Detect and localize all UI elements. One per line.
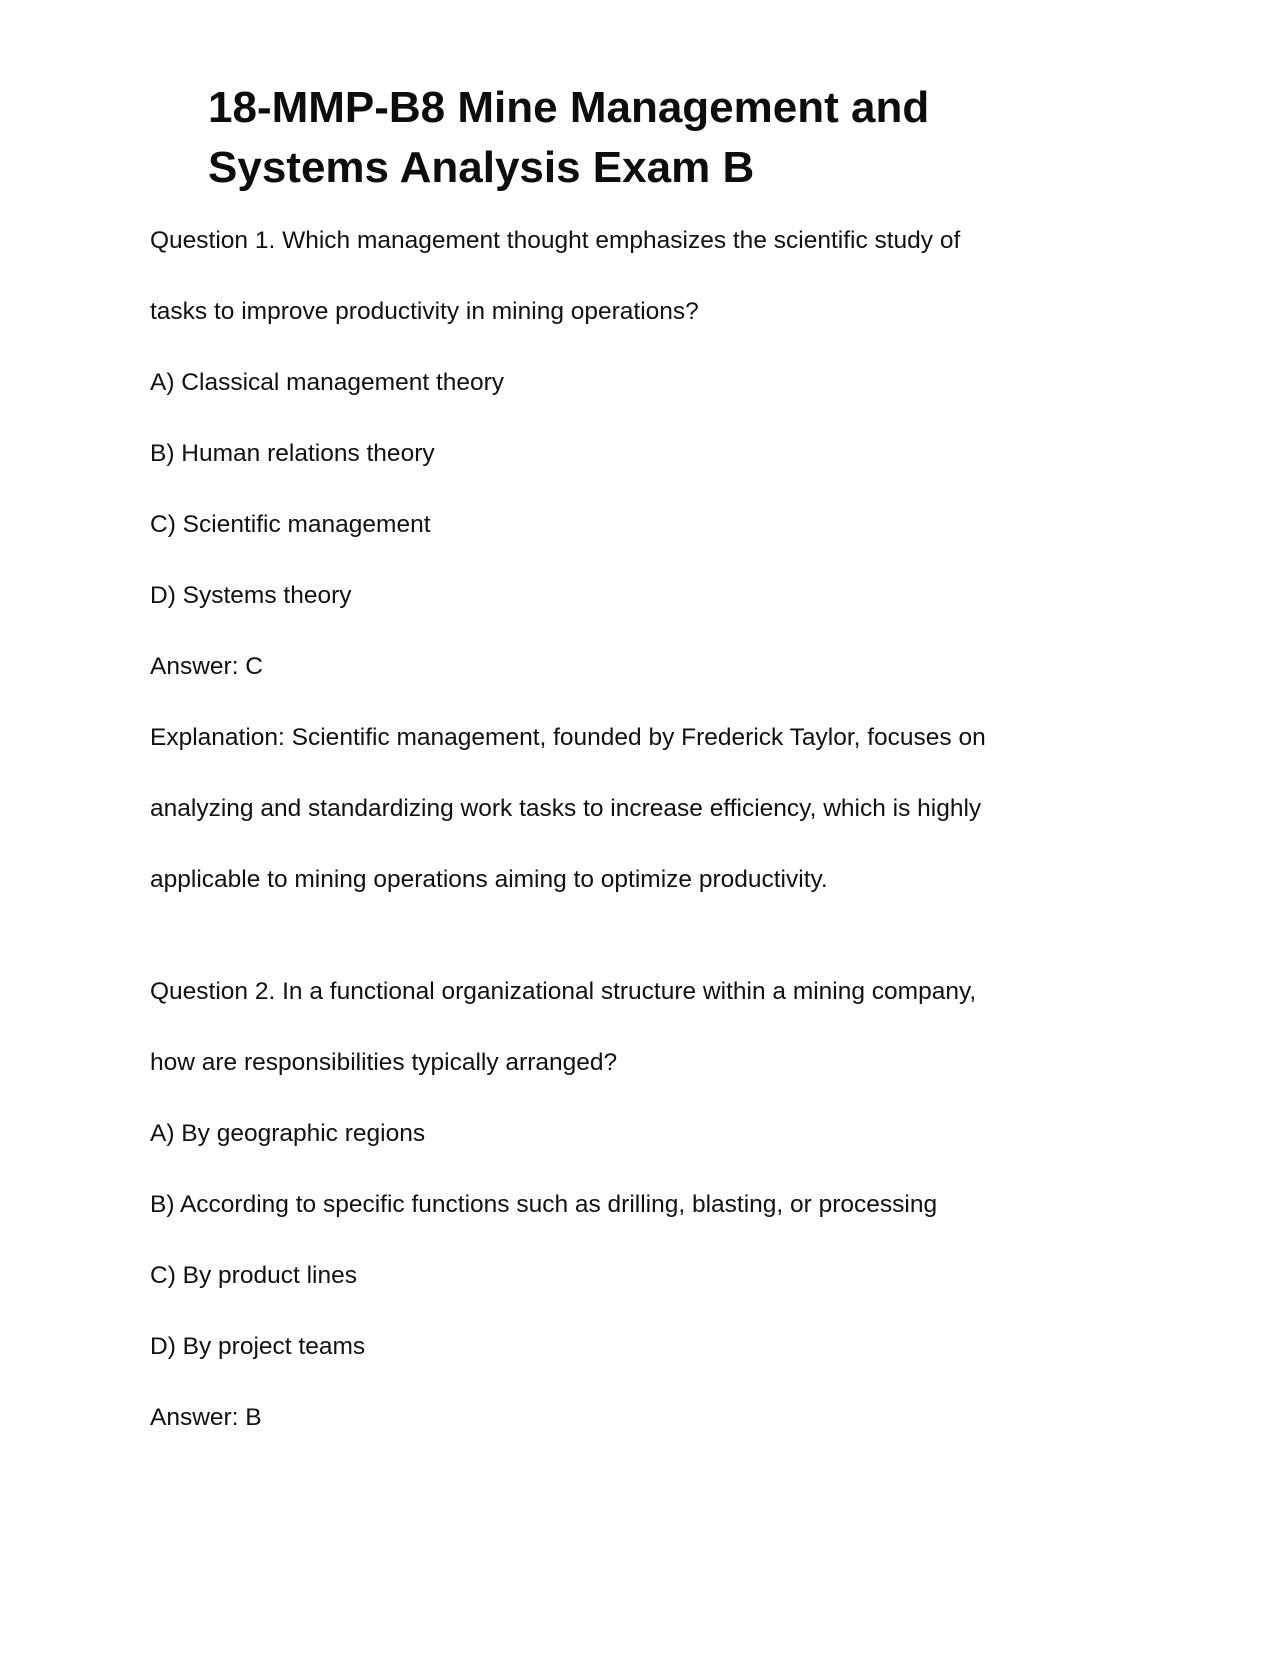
answer-option-d: D) By project teams bbox=[150, 1333, 366, 1360]
explanation-line: applicable to mining operations aiming to optimize productivity. bbox=[150, 866, 828, 893]
answer-option-d: D) Systems theory bbox=[150, 582, 352, 609]
question-text-line: tasks to improve productivity in mining operations? bbox=[150, 298, 699, 325]
answer-key: Answer: C bbox=[150, 653, 264, 680]
page-title bbox=[208, 78, 1108, 198]
question-text-line: Question 2. In a functional organizational structure within a mining company, bbox=[150, 978, 977, 1005]
question-block-2 bbox=[150, 956, 1150, 1453]
title-line-1: 18-MMP-B8 Mine Management and bbox=[208, 83, 930, 132]
explanation-line: Explanation: Scientific management, founded by Frederick Taylor, focuses on bbox=[150, 724, 986, 751]
question-text-line: how are responsibilities typically arranged? bbox=[150, 1049, 618, 1076]
answer-option-a: A) By geographic regions bbox=[150, 1120, 426, 1147]
answer-option-c: C) By product lines bbox=[150, 1262, 357, 1289]
answer-option-a: A) Classical management theory bbox=[150, 369, 505, 396]
answer-option-b: B) Human relations theory bbox=[150, 440, 435, 467]
title-line-2: Systems Analysis Exam B bbox=[208, 143, 755, 192]
answer-option-b: B) According to specific functions such as drilling, blasting, or processing bbox=[150, 1191, 938, 1218]
question-block-1 bbox=[150, 205, 1150, 915]
explanation-line: analyzing and standardizing work tasks to increase efficiency, which is highly bbox=[150, 795, 982, 822]
answer-key: Answer: B bbox=[150, 1404, 262, 1431]
answer-option-c: C) Scientific management bbox=[150, 511, 431, 538]
question-text-line: Question 1. Which management thought emphasizes the scientific study of bbox=[150, 227, 961, 254]
